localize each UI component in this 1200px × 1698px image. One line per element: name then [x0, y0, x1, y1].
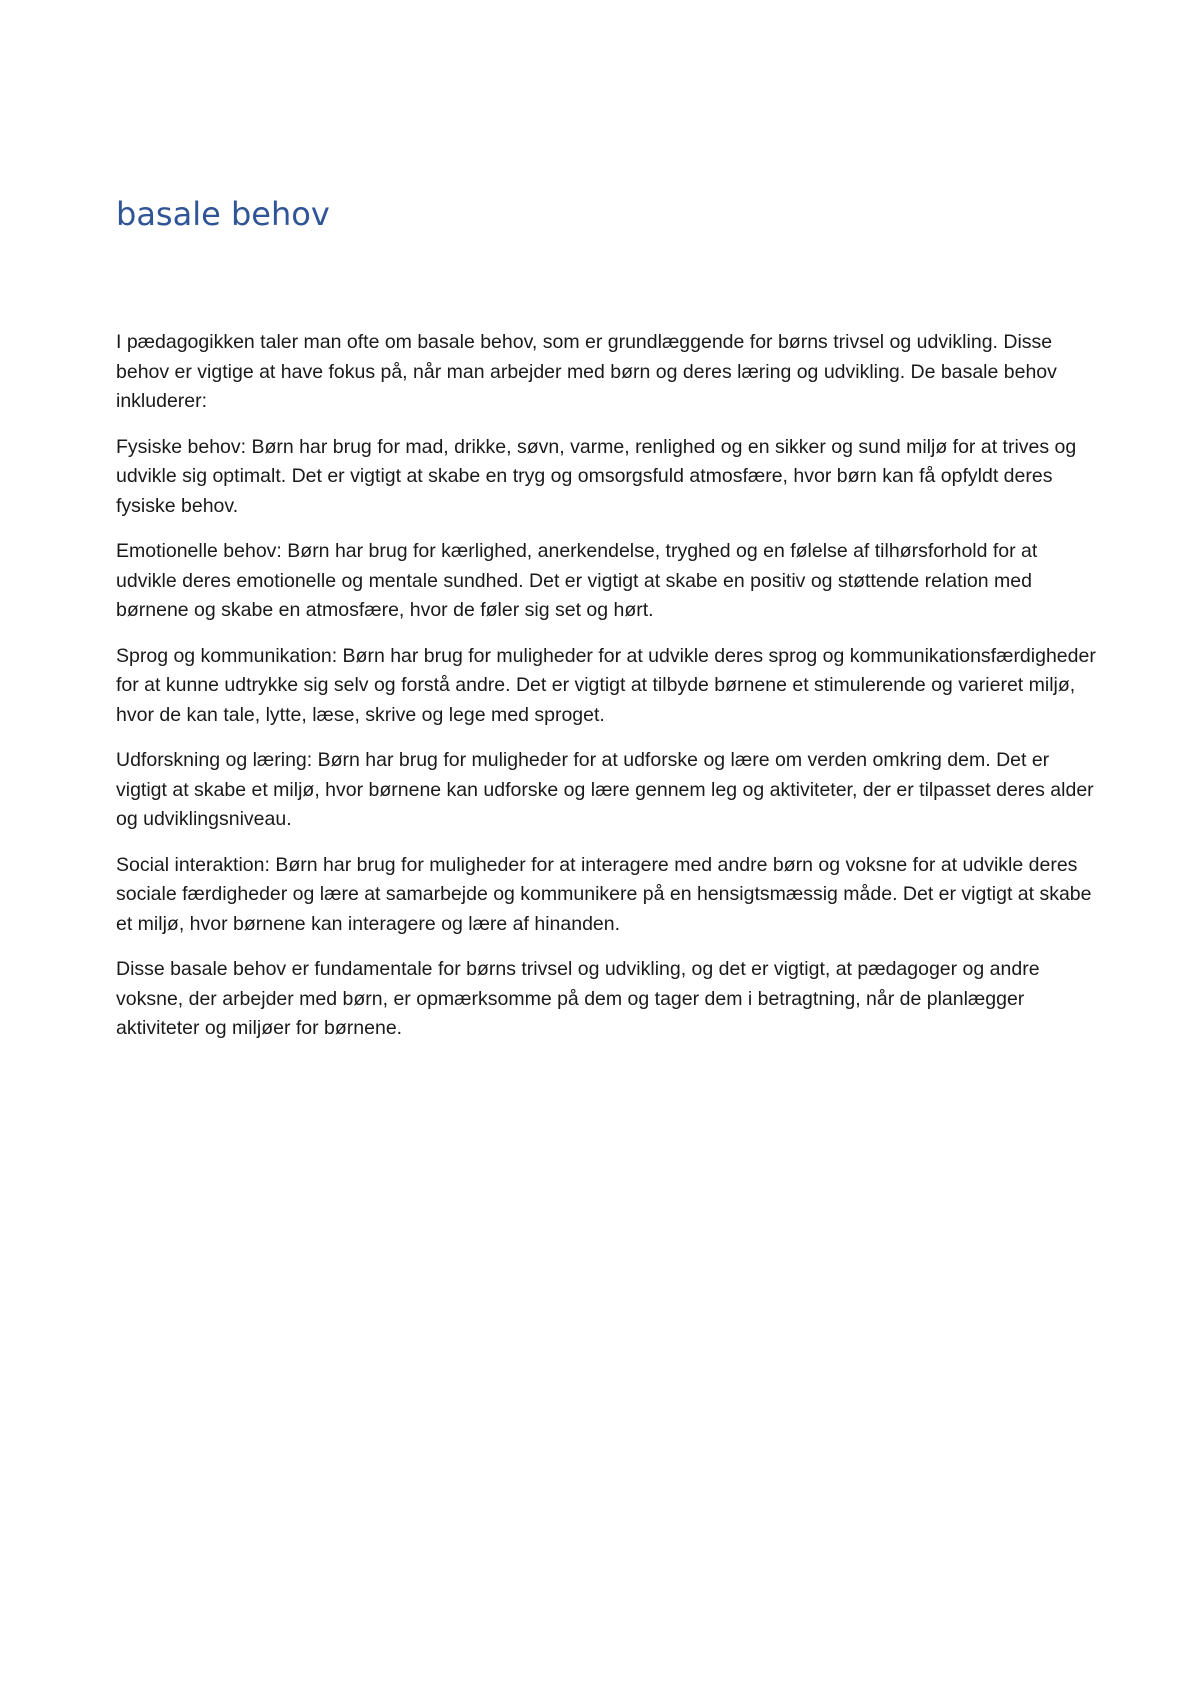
- paragraph-conclusion: Disse basale behov er fundamentale for børns trivsel og udvikling, og det er vigtigt, at pædagoger og andre voksne, der arbejder med børn, er opmærksomme på dem og tager dem i betragtning, når de planlægger aktiviteter og miljøer for børnene.: [116, 958, 1040, 1039]
- paragraph-udforskning-og-laering: Udforskning og læring: Børn har brug for muligheder for at udforske og lære om verden omkring dem. Det er vigtigt at skabe et miljø, hvor børnene kan udforske og lære gennem leg og aktiviteter, der er tilpasset deres alder og udviklingsniveau.: [116, 749, 1094, 830]
- paragraph-sprog-og-kommunikation: Sprog og kommunikation: Børn har brug for muligheder for at udvikle deres sprog og kommunikationsfærdigheder for at kunne udtrykke sig selv og forstå andre. Det er vigtigt at tilbyde børnene et stimulerende og varieret miljø, hvor de kan tale, lytte, læse, skrive og lege med sproget.: [116, 644, 1096, 726]
- document-body: [116, 328, 1096, 1060]
- paragraph-emotionelle-behov: Emotionelle behov: Børn har brug for kærlighed, anerkendelse, tryghed og en følelse af tilhørsforhold for at udvikle deres emotionelle og mentale sundhed. Det er vigtigt at skabe en positiv og støttende relation med børnene og skabe en atmosfære, hvor de føler sig set og hørt.: [116, 540, 1038, 621]
- document-title: basale behov: [116, 195, 330, 233]
- paragraph-social-interaktion: Social interaktion: Børn har brug for muligheder for at interagere med andre børn og voksne for at udvikle deres sociale færdigheder og lære at samarbejde og kommunikere på en hensigtsmæssig måde. Det er vigtigt at skabe et miljø, hvor børnene kan interagere og lære af hinanden.: [116, 853, 1092, 935]
- paragraph-fysiske-behov: Fysiske behov: Børn har brug for mad, drikke, søvn, varme, renlighed og en sikker og sund miljø for at trives og udvikle sig optimalt. Det er vigtigt at skabe en tryg og omsorgsfuld atmosfære, hvor børn kan få opfyldt deres fysiske behov.: [116, 435, 1077, 517]
- paragraph-intro: I pædagogikken taler man ofte om basale behov, som er grundlæggende for børns trivsel og udvikling. Disse behov er vigtige at have fokus på, når man arbejder med børn og deres læring og udvikling. De basale behov inkluderer:: [116, 331, 1057, 412]
